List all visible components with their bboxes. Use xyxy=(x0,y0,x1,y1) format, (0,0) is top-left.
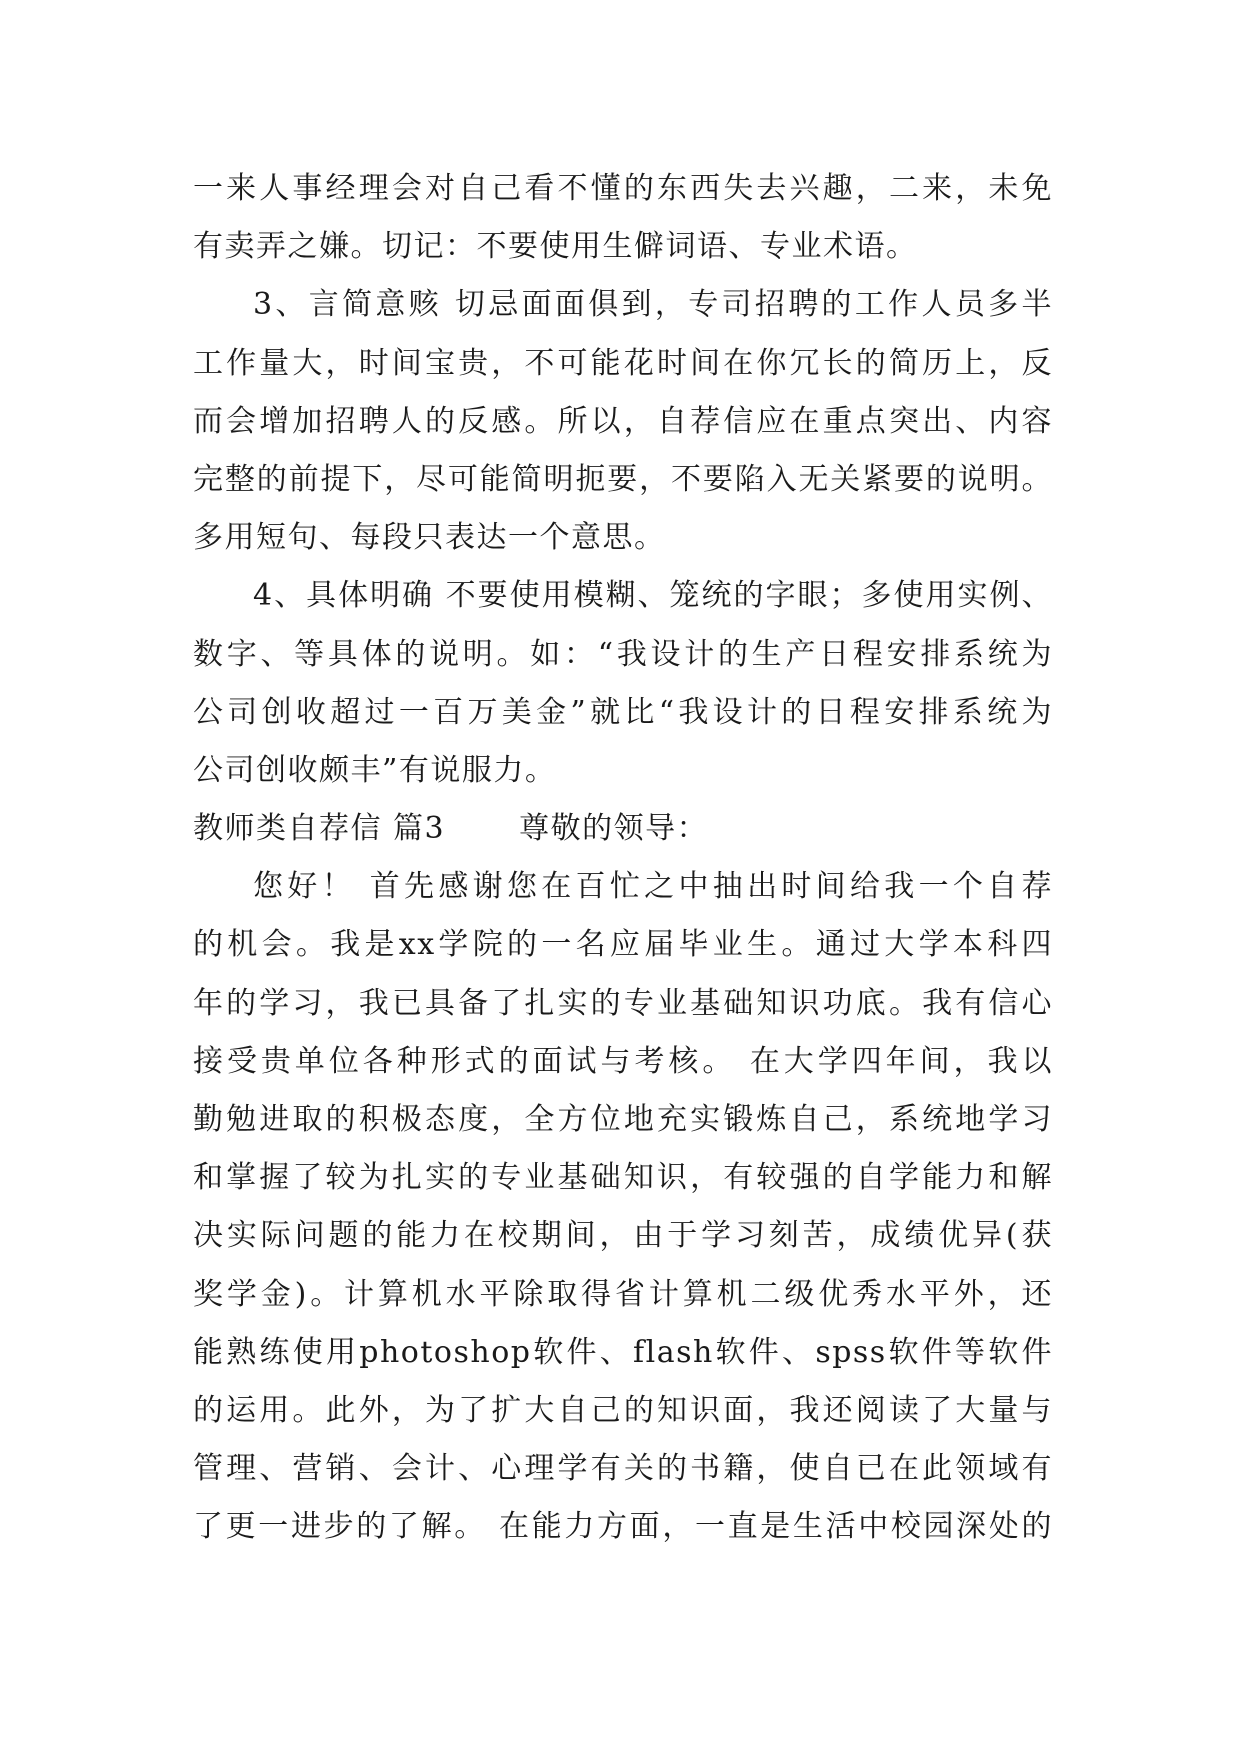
text-line: 数字、等具体的说明。如：“我设计的生产日程安排系统为 xyxy=(193,636,1053,672)
text-line: 的运用。此外，为了扩大自己的知识面，我还阅读了大量与 xyxy=(193,1392,1053,1428)
text-line: 教师类自荐信 篇3 尊敬的领导： xyxy=(193,811,709,847)
text-line: 接受贵单位各种形式的面试与考核。 在大学四年间，我以 xyxy=(193,1043,1053,1079)
text-line: 了更一进步的了解。 在能力方面，一直是生活中校园深处的 xyxy=(193,1509,1053,1545)
text-line: 3、言简意赅 切忌面面俱到，专司招聘的工作人员多半 xyxy=(253,287,1053,323)
text-line: 公司创收超过一百万美金”就比“我设计的日程安排系统为 xyxy=(193,694,1053,730)
text-line: 而会增加招聘人的反感。所以，自荐信应在重点突出、内容 xyxy=(193,403,1053,439)
text-line: 4、具体明确 不要使用模糊、笼统的字眼；多使用实例、 xyxy=(253,578,1053,614)
text-line: 您好！ 首先感谢您在百忙之中抽出时间给我一个自荐 xyxy=(253,869,1053,905)
text-line: 管理、营销、会计、心理学有关的书籍，使自已在此领域有 xyxy=(193,1451,1053,1487)
text-line: 公司创收颇丰”有说服力。 xyxy=(193,752,557,788)
text-line: 能熟练使用photoshop软件、flash软件、spss软件等软件 xyxy=(193,1334,1053,1370)
text-line: 的机会。我是xx学院的一名应届毕业生。通过大学本科四 xyxy=(193,927,1053,963)
text-line: 多用短句、每段只表达一个意思。 xyxy=(193,520,666,556)
text-line: 完整的前提下，尽可能简明扼要，不要陷入无关紧要的说明。 xyxy=(193,461,1053,497)
text-line: 有卖弄之嫌。切记：不要使用生僻词语、专业术语。 xyxy=(193,229,918,265)
text-line: 和掌握了较为扎实的专业基础知识，有较强的自学能力和解 xyxy=(193,1160,1053,1196)
text-line: 一来人事经理会对自己看不懂的东西失去兴趣，二来，未免 xyxy=(193,171,1053,206)
text-line: 年的学习，我已具备了扎实的专业基础知识功底。我有信心 xyxy=(193,985,1053,1021)
text-line: 勤勉进取的积极态度，全方位地充实锻炼自己，系统地学习 xyxy=(193,1102,1053,1137)
document-body xyxy=(193,160,1053,1557)
text-line: 奖学金)。计算机水平除取得省计算机二级优秀水平外，还 xyxy=(193,1276,1053,1312)
text-line: 工作量大，时间宝贵，不可能花时间在你冗长的简历上，反 xyxy=(193,345,1053,381)
text-line: 决实际问题的能力在校期间，由于学习刻苦，成绩优异(获 xyxy=(193,1218,1053,1254)
